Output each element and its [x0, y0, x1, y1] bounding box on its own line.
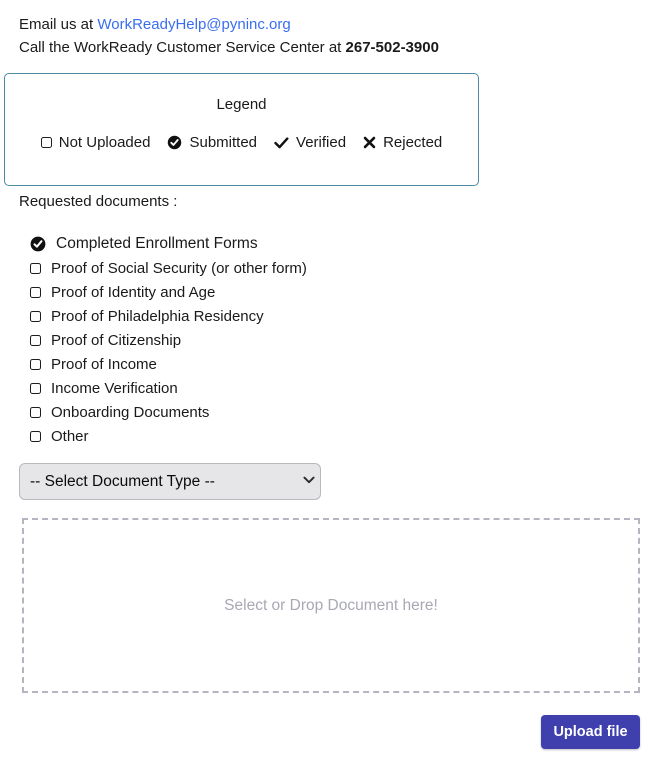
empty-square-icon — [30, 431, 41, 442]
list-item[interactable] — [30, 352, 307, 376]
list-item[interactable] — [30, 400, 307, 424]
list-item[interactable] — [30, 232, 307, 256]
dropzone-placeholder: Select or Drop Document here! — [224, 596, 438, 614]
list-item[interactable] — [30, 328, 307, 352]
document-label: Proof of Philadelphia Residency — [51, 307, 264, 325]
empty-square-icon — [30, 287, 41, 298]
circle-check-filled-icon — [30, 236, 46, 252]
upload-file-button[interactable]: Upload file — [541, 715, 640, 749]
document-label: Proof of Income — [51, 355, 157, 373]
check-icon — [274, 136, 289, 150]
empty-square-icon — [30, 383, 41, 394]
legend-item-rejected — [363, 134, 442, 151]
document-label: Proof of Social Security (or other form) — [51, 259, 307, 277]
support-phone-number: 267-502-3900 — [345, 39, 439, 56]
circle-check-filled-icon — [167, 135, 182, 150]
document-label: Proof of Identity and Age — [51, 283, 216, 301]
legend-label-rejected: Rejected — [383, 134, 443, 151]
legend-label-verified: Verified — [296, 134, 347, 151]
list-item[interactable] — [30, 280, 307, 304]
list-item[interactable] — [30, 376, 307, 400]
empty-square-icon — [30, 335, 41, 346]
document-label: Proof of Citizenship — [51, 331, 182, 349]
legend-label-not-uploaded: Not Uploaded — [58, 134, 151, 151]
x-mark-icon — [363, 136, 376, 149]
email-line — [19, 13, 666, 36]
empty-square-icon — [30, 407, 41, 418]
list-item[interactable] — [30, 304, 307, 328]
document-label: Onboarding Documents — [51, 403, 210, 421]
legend-item-list — [5, 134, 478, 151]
document-label: Completed Enrollment Forms — [56, 235, 258, 252]
contact-info — [0, 0, 666, 59]
list-item[interactable] — [30, 256, 307, 280]
legend-item-submitted — [167, 134, 257, 151]
legend-panel — [4, 73, 479, 186]
phone-prefix-label: Call the WorkReady Customer Service Center at — [19, 39, 346, 56]
email-prefix-label: Email us at — [19, 16, 98, 33]
file-dropzone[interactable] — [22, 518, 640, 693]
document-type-select[interactable] — [19, 463, 321, 500]
empty-square-icon — [41, 137, 52, 148]
requested-documents-list — [30, 232, 307, 448]
legend-item-not-uploaded — [41, 134, 151, 151]
support-email-link[interactable]: WorkReadyHelp@pyninc.org — [97, 16, 291, 33]
document-label: Other — [51, 427, 89, 445]
legend-title: Legend — [216, 96, 267, 113]
legend-label-submitted: Submitted — [189, 134, 258, 151]
phone-line — [19, 36, 666, 59]
empty-square-icon — [30, 263, 41, 274]
list-item[interactable] — [30, 424, 307, 448]
empty-square-icon — [30, 359, 41, 370]
document-label: Income Verification — [51, 379, 178, 397]
requested-documents-title: Requested documents : — [19, 193, 178, 210]
legend-item-verified — [274, 134, 346, 151]
empty-square-icon — [30, 311, 41, 322]
